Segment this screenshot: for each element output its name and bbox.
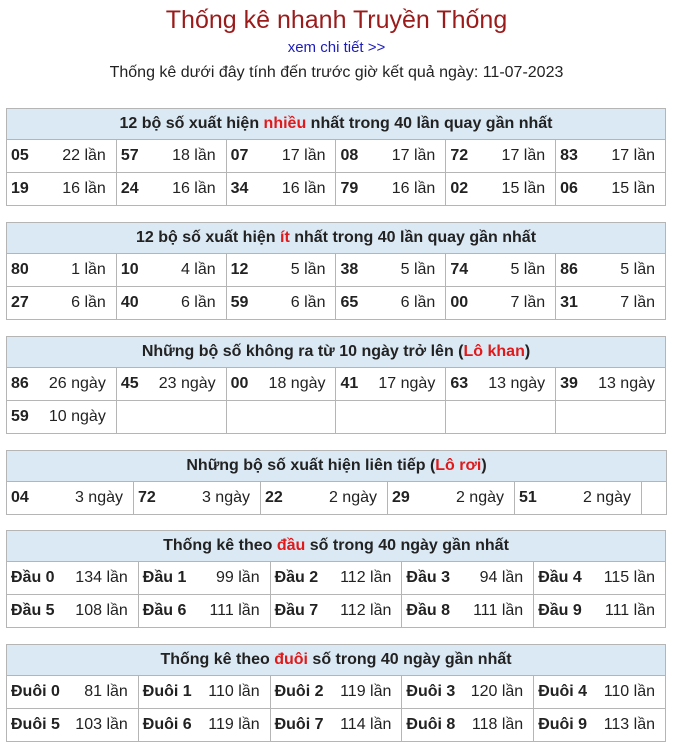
table-row xyxy=(7,368,666,401)
stat-cell: 72 3 ngày xyxy=(134,482,261,515)
stat-cell: 41 17 ngày xyxy=(336,368,446,401)
stat-cell: 34 16 lần xyxy=(226,173,336,206)
stat-cell: Đầu 3 94 lần xyxy=(402,562,534,595)
stat-cell: Đầu 1 99 lần xyxy=(138,562,270,595)
page-title: Thống kê nhanh Truyền Thống xyxy=(165,6,508,34)
empty-cell xyxy=(556,401,666,434)
stat-cell: Đầu 9 111 lần xyxy=(534,595,666,628)
stat-cell: Đầu 5 108 lần xyxy=(7,595,139,628)
table-row xyxy=(7,595,666,628)
more-details-link[interactable]: xem chi tiết >> xyxy=(287,39,386,56)
stat-cell: 72 17 lần xyxy=(446,140,556,173)
table-row xyxy=(7,287,666,320)
section-title: Những bộ số xuất hiện liên tiếp (Lô rơi) xyxy=(7,451,667,482)
empty-cell xyxy=(116,401,226,434)
stat-cell: Đuôi 2 119 lần xyxy=(270,676,402,709)
stat-cell: Đầu 8 111 lần xyxy=(402,595,534,628)
duoi-stats-table xyxy=(6,644,666,742)
stat-cell: 24 16 lần xyxy=(116,173,226,206)
table-row xyxy=(7,562,666,595)
stat-cell: 29 2 ngày xyxy=(388,482,515,515)
stat-cell: 00 18 ngày xyxy=(226,368,336,401)
stat-cell: Đuôi 9 113 lần xyxy=(534,709,666,742)
stat-cell: 57 18 lần xyxy=(116,140,226,173)
stat-cell: Đầu 4 115 lần xyxy=(534,562,666,595)
table-row xyxy=(7,709,666,742)
page-header xyxy=(0,5,673,83)
table-row xyxy=(7,676,666,709)
stat-cell: Đuôi 0 81 lần xyxy=(7,676,139,709)
stat-cell: 31 7 lần xyxy=(556,287,666,320)
empty-cell xyxy=(446,401,556,434)
stat-cell: 04 3 ngày xyxy=(7,482,134,515)
stat-cell: Đuôi 5 103 lần xyxy=(7,709,139,742)
table-row xyxy=(7,401,666,434)
stat-cell: 79 16 lần xyxy=(336,173,446,206)
most-frequent-table xyxy=(6,108,666,206)
section-title: Những bộ số không ra từ 10 ngày trở lên (Lô khan) xyxy=(7,337,666,368)
stat-cell: 83 17 lần xyxy=(556,140,666,173)
empty-cell xyxy=(336,401,446,434)
stat-cell: 80 1 lần xyxy=(7,254,117,287)
section-title: Thống kê theo đầu số trong 40 ngày gần nhất xyxy=(7,531,666,562)
stat-cell: Đầu 7 112 lần xyxy=(270,595,402,628)
stat-cell: 38 5 lần xyxy=(336,254,446,287)
page-subtitle: Thống kê dưới đây tính đến trước giờ kết quả ngày: 11-07-2023 xyxy=(109,64,564,81)
stat-cell: Đầu 6 111 lần xyxy=(138,595,270,628)
stat-cell: Đuôi 8 118 lần xyxy=(402,709,534,742)
stat-cell: 07 17 lần xyxy=(226,140,336,173)
table-row xyxy=(7,173,666,206)
empty-cell xyxy=(642,482,667,515)
lo-roi-table xyxy=(6,450,667,515)
stat-cell: 08 17 lần xyxy=(336,140,446,173)
stat-cell: 45 23 ngày xyxy=(116,368,226,401)
least-frequent-table xyxy=(6,222,666,320)
stat-cell: 86 26 ngày xyxy=(7,368,117,401)
stat-cell: 05 22 lần xyxy=(7,140,117,173)
stat-cell: 74 5 lần xyxy=(446,254,556,287)
stat-cell: Đuôi 7 114 lần xyxy=(270,709,402,742)
lo-khan-table xyxy=(6,336,666,434)
stat-cell: 59 10 ngày xyxy=(7,401,117,434)
stat-cell: 06 15 lần xyxy=(556,173,666,206)
stat-cell: 27 6 lần xyxy=(7,287,117,320)
stat-cell: 19 16 lần xyxy=(7,173,117,206)
stat-cell: 59 6 lần xyxy=(226,287,336,320)
stat-cell: Đuôi 3 120 lần xyxy=(402,676,534,709)
stat-cell: 40 6 lần xyxy=(116,287,226,320)
stat-cell: Đầu 2 112 lần xyxy=(270,562,402,595)
stat-cell: 22 2 ngày xyxy=(261,482,388,515)
table-row xyxy=(7,254,666,287)
stat-cell: 00 7 lần xyxy=(446,287,556,320)
stat-cell: 86 5 lần xyxy=(556,254,666,287)
section-title: 12 bộ số xuất hiện nhiều nhất trong 40 lần quay gần nhất xyxy=(7,109,666,140)
stat-cell: Đuôi 6 119 lần xyxy=(138,709,270,742)
stat-cell: 12 5 lần xyxy=(226,254,336,287)
empty-cell xyxy=(226,401,336,434)
stat-cell: Đuôi 1 110 lần xyxy=(138,676,270,709)
stat-cell: 65 6 lần xyxy=(336,287,446,320)
dau-stats-table xyxy=(6,530,666,628)
stat-cell: 02 15 lần xyxy=(446,173,556,206)
section-title: Thống kê theo đuôi số trong 40 ngày gần nhất xyxy=(7,645,666,676)
table-row xyxy=(7,482,667,515)
stat-cell: 39 13 ngày xyxy=(556,368,666,401)
stat-cell: 63 13 ngày xyxy=(446,368,556,401)
table-row xyxy=(7,140,666,173)
stat-cell: 51 2 ngày xyxy=(515,482,642,515)
stat-cell: 10 4 lần xyxy=(116,254,226,287)
section-title: 12 bộ số xuất hiện ít nhất trong 40 lần quay gần nhất xyxy=(7,223,666,254)
stat-cell: Đầu 0 134 lần xyxy=(7,562,139,595)
stat-cell: Đuôi 4 110 lần xyxy=(534,676,666,709)
